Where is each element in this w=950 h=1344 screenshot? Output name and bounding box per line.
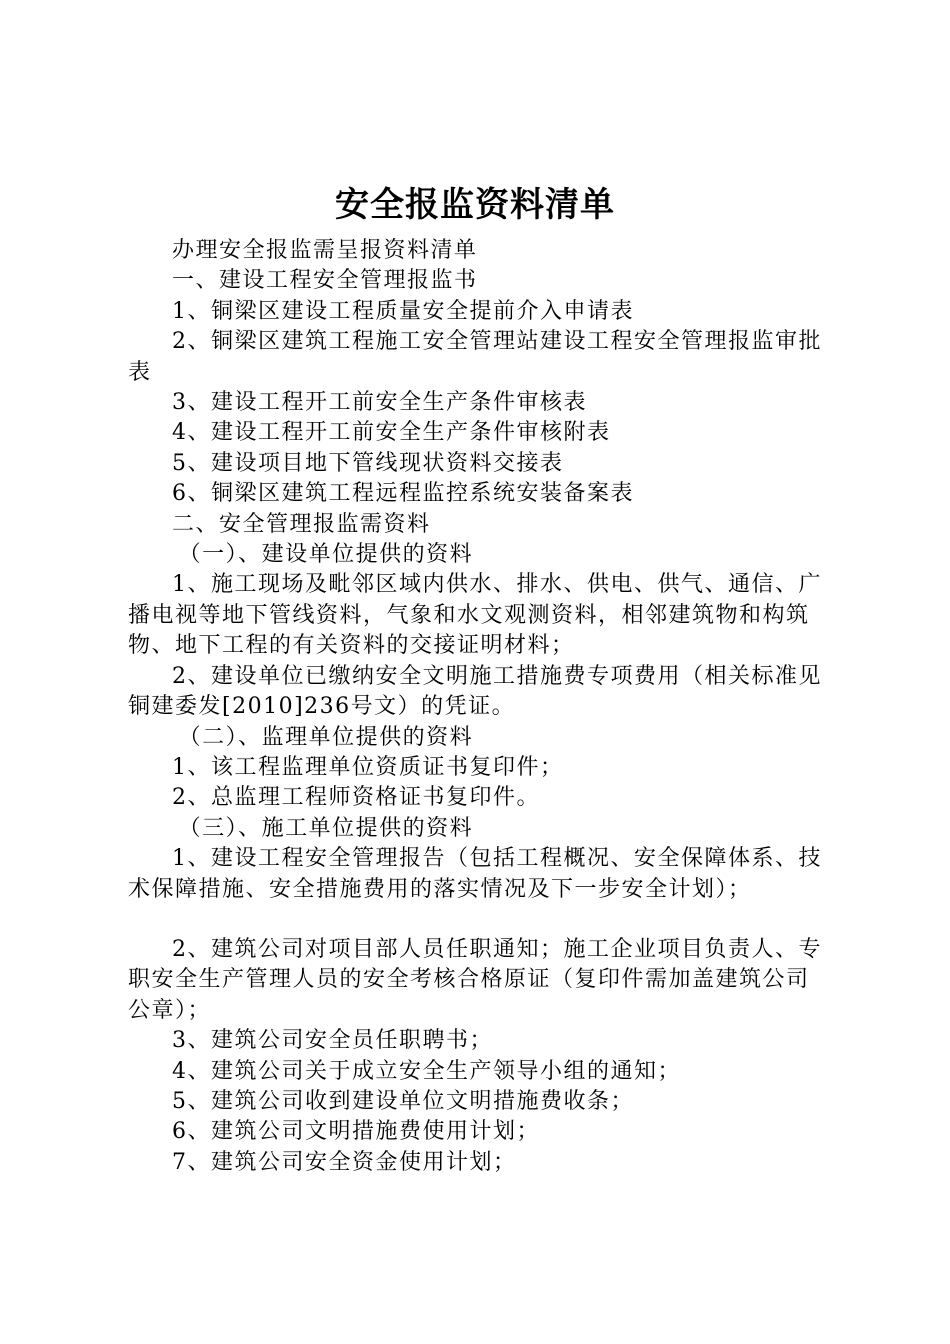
list-item: 7、建筑公司安全资金使用计划；: [172, 1149, 517, 1175]
list-item: 6、建筑公司文明措施费使用计划；: [172, 1119, 540, 1145]
subsection-heading-3: （三）、施工单位提供的资料: [178, 815, 474, 841]
list-item: 2、总监理工程师资格证书复印件。: [172, 785, 540, 811]
section-heading-1: 一、建设工程安全管理报监书: [172, 268, 478, 294]
subsection-heading-1: （一）、建设单位提供的资料: [178, 542, 474, 568]
paragraph-intro: 办理安全报监需呈报资料清单: [172, 238, 478, 263]
list-item: 5、建筑公司收到建设单位文明措施费收条；: [172, 1088, 634, 1114]
list-item: 1、施工现场及毗邻区域内供水、排水、供电、供气、通信、广播电视等地下管线资料，气象和水文观测资料，相邻建筑物和构筑物、地下工程的有关资料的交接证明材料；: [128, 572, 822, 659]
list-item: 3、建筑公司安全员任职聘书；: [172, 1028, 493, 1054]
list-item: 2、建设单位已缴纳安全文明施工措施费专项费用（相关标准见铜建委发[2010]236号文）的凭证。: [128, 663, 822, 720]
list-item: 4、建设工程开工前安全生产条件审核附表: [172, 420, 611, 446]
list-item: 1、铜梁区建设工程质量安全提前介入申请表: [172, 298, 634, 324]
document-title: 安全报监资料清单: [335, 185, 615, 225]
list-item: 5、建设项目地下管线现状资料交接表: [172, 450, 564, 476]
list-item: 2、建筑公司对项目部人员任职通知；施工企业项目负责人、专职安全生产管理人员的安全考核合格原证（复印件需加盖建筑公司公章）；: [128, 936, 822, 1023]
list-item: 1、该工程监理单位资质证书复印件；: [172, 754, 564, 780]
list-item: 6、铜梁区建筑工程远程监控系统安装备案表: [172, 481, 634, 507]
document-body: [128, 236, 832, 1178]
section-heading-2: 二、安全管理报监需资料: [172, 511, 431, 537]
list-item: 1、建设工程安全管理报告（包括工程概况、安全保障体系、技术保障措施、安全措施费用的落实情况及下一步安全计划）；: [128, 846, 822, 902]
subsection-heading-2: （二）、监理单位提供的资料: [178, 724, 474, 750]
list-item: 3、建设工程开工前安全生产条件审核表: [172, 390, 587, 416]
list-item: 4、建筑公司关于成立安全生产领导小组的通知；: [172, 1058, 681, 1084]
list-item: 2、铜梁区建筑工程施工安全管理站建设工程安全管理报监审批表: [128, 329, 822, 385]
